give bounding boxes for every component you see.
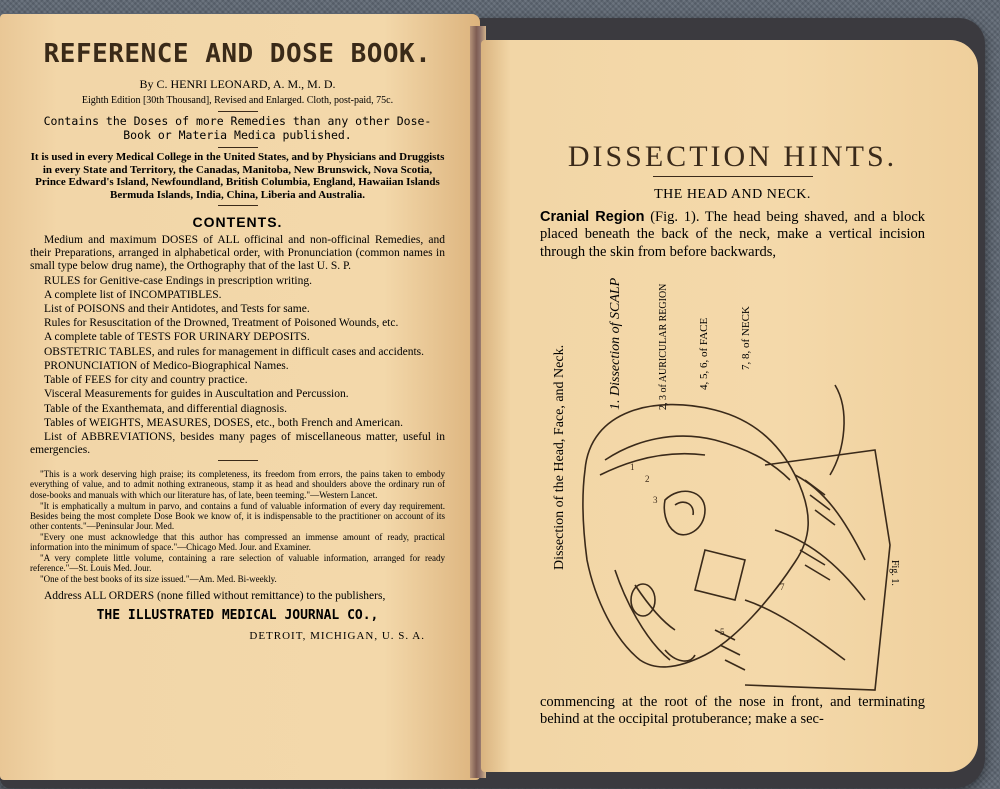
contents-item: A complete list of INCOMPATIBLES.: [44, 288, 222, 301]
figure-caption: Dissection of the Head, Face, and Neck.: [552, 344, 567, 570]
used-note: It is used in every Medical College in the United States, and by Physicians and Druggists in every State and Territory, the Canadas, Manitoba, New Brunswick, Nova Scotia, Prince Edward's Island, Newfoundland, British Columbia, England, Hawaiian Islands Bermuda Islands, India, China, Liberia and Australia.: [30, 150, 445, 202]
contents-list: [30, 234, 445, 458]
review-quote: "This is a work deserving high praise; its completeness, its freedom from errors, the pains taken to embody everything of value, and to admit nothing extraneous, stamp it as head and shoulders above the ordinary run of dose-books and manuals with which our literature has, of late, been teeming."—Western Lancet.: [30, 469, 445, 500]
doses-note: Contains the Doses of more Remedies than any other Dose-Book or Materia Medica published.: [43, 114, 432, 142]
page-title: DISSECTION HINTS.: [567, 140, 898, 173]
edition-line: Eighth Edition [30th Thousand], Revised and Enlarged. Cloth, post-paid, 75c.: [81, 94, 394, 106]
head-dissection-illustration: [545, 300, 915, 700]
figure-label: 4, 5, 6, of FACE: [698, 317, 710, 390]
contents-item: A complete table of TESTS FOR URINARY DEPOSITS.: [44, 331, 310, 344]
contents-item: Rules for Resuscitation of the Drowned, Treatment of Poisoned Wounds, etc.: [44, 317, 399, 330]
author-line: By C. HENRI LEONARD, A. M., M. D.: [139, 76, 336, 91]
figure-label: 1. Dissection of SCALP: [608, 277, 623, 410]
publisher-city: DETROIT, MICHIGAN, U. S. A.: [249, 630, 425, 643]
section-heading: THE HEAD AND NECK.: [654, 187, 811, 202]
review-quote: "One of the best books of its size issued."—Am. Med. Bi-weekly.: [40, 574, 277, 585]
left-page-content: [30, 36, 445, 643]
contents-item: List of POISONS and their Antidotes, and Tests for same.: [44, 302, 310, 315]
publisher-name: THE ILLUSTRATED MEDICAL JOURNAL CO.,: [96, 608, 379, 624]
review-quotes: [30, 469, 445, 584]
svg-text:5: 5: [720, 627, 725, 637]
svg-text:3: 3: [653, 495, 658, 505]
contents-item: RULES for Genitive-case Endings in prescription writing.: [44, 274, 312, 287]
review-quote: "It is emphatically a multum in parvo, and contains a fund of valuable information of every day requirement. Besides being the most complete Dose Book we know of, it is indispensable to the practitioner on account of its other contents."—Peninsular Jour. Med.: [30, 500, 445, 531]
contents-item: Table of FEES for city and country practice.: [44, 374, 248, 387]
review-quote: "A very complete little volume, containing a rare selection of valuable information, arranged for ready reference."—St. Louis Med. Jour.: [30, 553, 445, 574]
figure-reference: Fig. 1.: [889, 560, 900, 586]
address-note: Address ALL ORDERS (none filled without remittance) to the publishers,: [44, 590, 386, 603]
review-quote: "Every one must acknowledge that this author has compressed an immense amount of ready, practical information into the minimum of space."—Chicago Med. Jour. and Examiner.: [30, 531, 445, 552]
body-paragraph: [540, 209, 925, 261]
figure-label: 7, 8, of NECK: [740, 306, 752, 370]
svg-text:2: 2: [645, 474, 650, 484]
right-page-content: [540, 60, 925, 261]
divider: [218, 205, 258, 206]
contents-item: List of ABBREVIATIONS, besides many pages of miscellaneous matter, useful in emergencies.: [30, 430, 445, 457]
divider: [218, 460, 258, 461]
contents-heading: CONTENTS.: [192, 213, 283, 230]
figure-label: 2, 3 of AURICULAR REGION: [658, 283, 669, 410]
contents-item: PRONUNCIATION of Medico-Biographical Names.: [44, 359, 289, 372]
divider: [218, 111, 258, 112]
contents-item: OBSTETRIC TABLES, and rules for management in difficult cases and accidents.: [44, 345, 424, 358]
paragraph-lead: Cranial Region: [540, 209, 645, 225]
title-underline: [653, 176, 813, 177]
svg-text:7: 7: [780, 582, 785, 592]
paragraph-text: (Fig. 1). The head being shaved, and a block placed beneath the back of the neck, make a vertical incision through the skin from before backwards,: [540, 209, 926, 260]
contents-item: Table of the Exanthemata, and differential diagnosis.: [44, 402, 287, 415]
contents-item: Medium and maximum DOSES of ALL officinal and non-officinal Remedies, and their Preparations, arranged in alphabetical order, with Pronunciation (common names in small type below drug name), the Orthography that of the last U. S. P.: [30, 233, 445, 273]
bottom-paragraph: commencing at the root of the nose in front, and terminating behind at the occipital protuberance; make a sec-: [540, 694, 925, 728]
svg-text:1: 1: [630, 462, 635, 472]
contents-item: Tables of WEIGHTS, MEASURES, DOSES, etc., both French and American.: [44, 416, 403, 429]
contents-item: Visceral Measurements for guides in Auscultation and Percussion.: [44, 388, 349, 401]
book-ad-title: REFERENCE AND DOSE BOOK.: [43, 39, 432, 69]
divider: [218, 147, 258, 148]
